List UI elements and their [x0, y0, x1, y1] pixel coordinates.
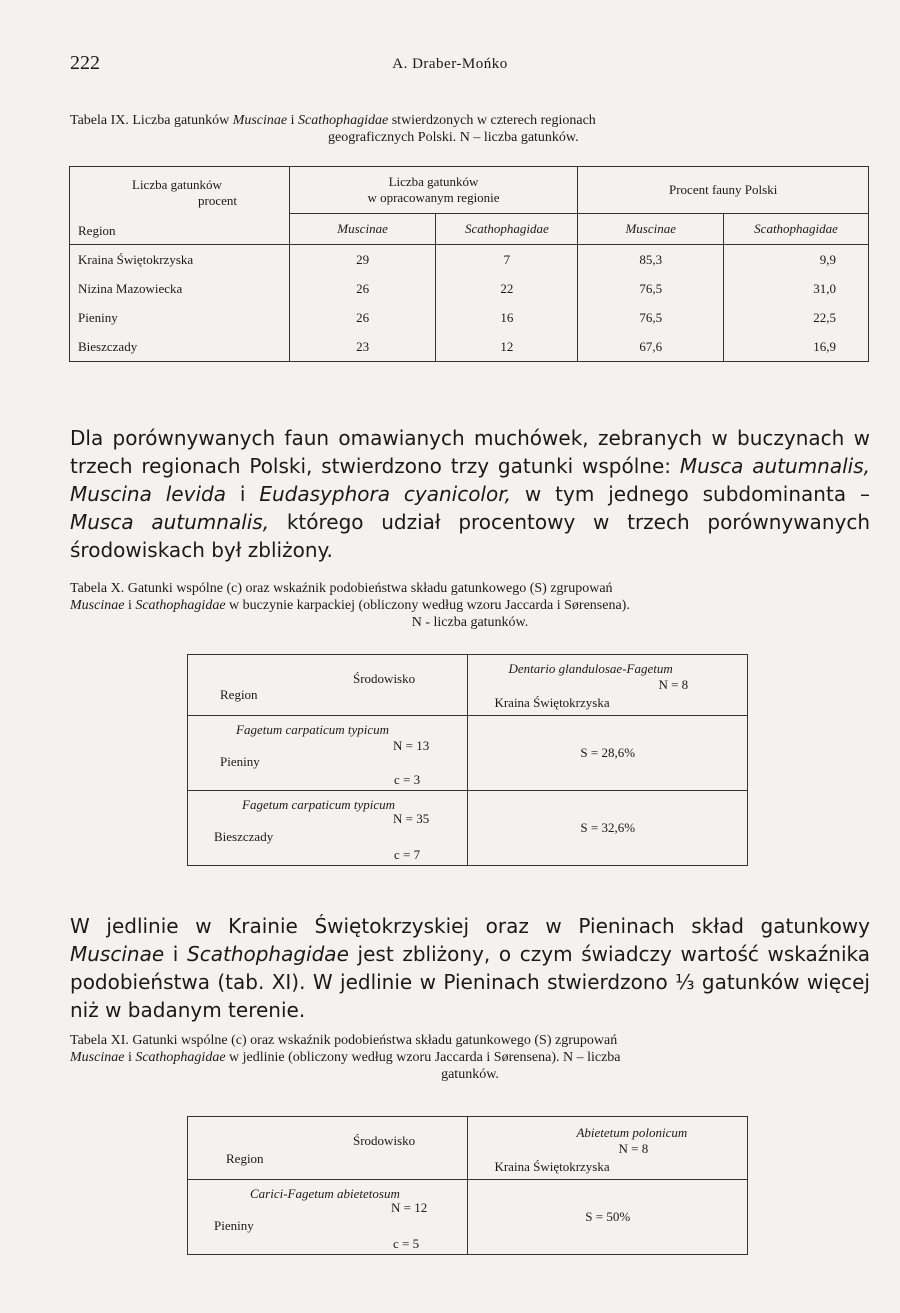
caption-line: gatunków.: [441, 1067, 499, 1082]
corner-header: Liczba gatunków procent Region: [70, 167, 290, 245]
sub-header: Muscinae: [289, 214, 436, 245]
table-10-caption: [70, 580, 870, 631]
caption-line: Tabela XI. Gatunki wspólne (c) oraz wskaźnik podobieństwa składu gatunkowego (S) zgrupowań: [70, 1033, 618, 1048]
column-header: Dentario glandulosae-Fagetum N = 8 Kraina Świętokrzyska: [468, 655, 748, 716]
table-9: [69, 166, 869, 362]
table-row: Nizina Mazowiecka 26 22 76,5 31,0: [70, 274, 869, 303]
sub-header: Scathophagidae: [724, 214, 869, 245]
body-paragraph: W jedlinie w Krainie Świętokrzyskiej oraz w Pieninach skład gatunkowy Muscinae i Scathophagidae jest zbliżony, o czym świadczy wartość wskaźnika podobieństwa (tab. XI). W jedlinie w Pieninach stwierdzono ⅓ gatunków więcej niż w badanym terenie.: [70, 914, 870, 1022]
corner-header: Środowisko Region: [188, 655, 468, 716]
sub-header: Muscinae: [578, 214, 724, 245]
table-row: Kraina Świętokrzyska 29 7 85,3 9,9: [70, 245, 869, 275]
running-header-author: A. Draber-Mońko: [392, 56, 508, 72]
caption-line: Tabela IX. Liczba gatunków Muscinae i Scathophagidae stwierdzonych w czterech regionach: [70, 113, 596, 128]
caption-line: N - liczba gatunków.: [411, 615, 529, 630]
table-row: Bieszczady 23 12 67,6 16,9: [70, 332, 869, 362]
page-number: 222: [70, 52, 100, 74]
caption-line: Muscinae i Scathophagidae w buczynie karpackiej (obliczony według wzoru Jaccarda i Sørensena).: [70, 598, 630, 613]
group-header-count: Liczba gatunków w opracowanym regionie: [289, 167, 578, 214]
corner-header: Środowisko Region: [188, 1117, 468, 1180]
table-10: [187, 654, 748, 866]
group-header-percent: Procent fauny Polski: [578, 167, 869, 214]
column-header: Abietetum polonicum N = 8 Kraina Świętokrzyska: [468, 1117, 748, 1180]
table-row: Fagetum carpaticum typicum N = 35 Bieszczady c = 7 S = 32,6%: [188, 791, 748, 866]
caption-line: geograficznych Polski. N – liczba gatunków.: [328, 130, 579, 145]
caption-line: Tabela X. Gatunki wspólne (c) oraz wskaźnik podobieństwa składu gatunkowego (S) zgrupowań: [70, 581, 613, 596]
table-row: Pieniny 26 16 76,5 22,5: [70, 303, 869, 332]
caption-line: Muscinae i Scathophagidae w jedlinie (obliczony według wzoru Jaccarda i Sørensena). N – liczba: [70, 1050, 621, 1065]
sub-header: Scathophagidae: [436, 214, 578, 245]
body-paragraph: Dla porównywanych faun omawianych muchówek, zebranych w buczynach w trzech regionach Polski, stwierdzono trzy gatunki wspólne: Musca autumnalis, Muscina levida i Eudasyphora cyanicolor, w tym jednego subdominanta – Musca autumnalis, którego udział procentowy w trzech porównywanych środowiskach był zbliżony.: [70, 426, 870, 562]
table-11-caption: [70, 1032, 870, 1083]
table-row: Carici-Fagetum abietetosum N = 12 Pieniny c = 5 S = 50%: [188, 1180, 748, 1255]
table-9-caption: [70, 112, 870, 146]
table-11: [187, 1116, 748, 1255]
table-row: Fagetum carpaticum typicum N = 13 Pieniny c = 3 S = 28,6%: [188, 716, 748, 791]
